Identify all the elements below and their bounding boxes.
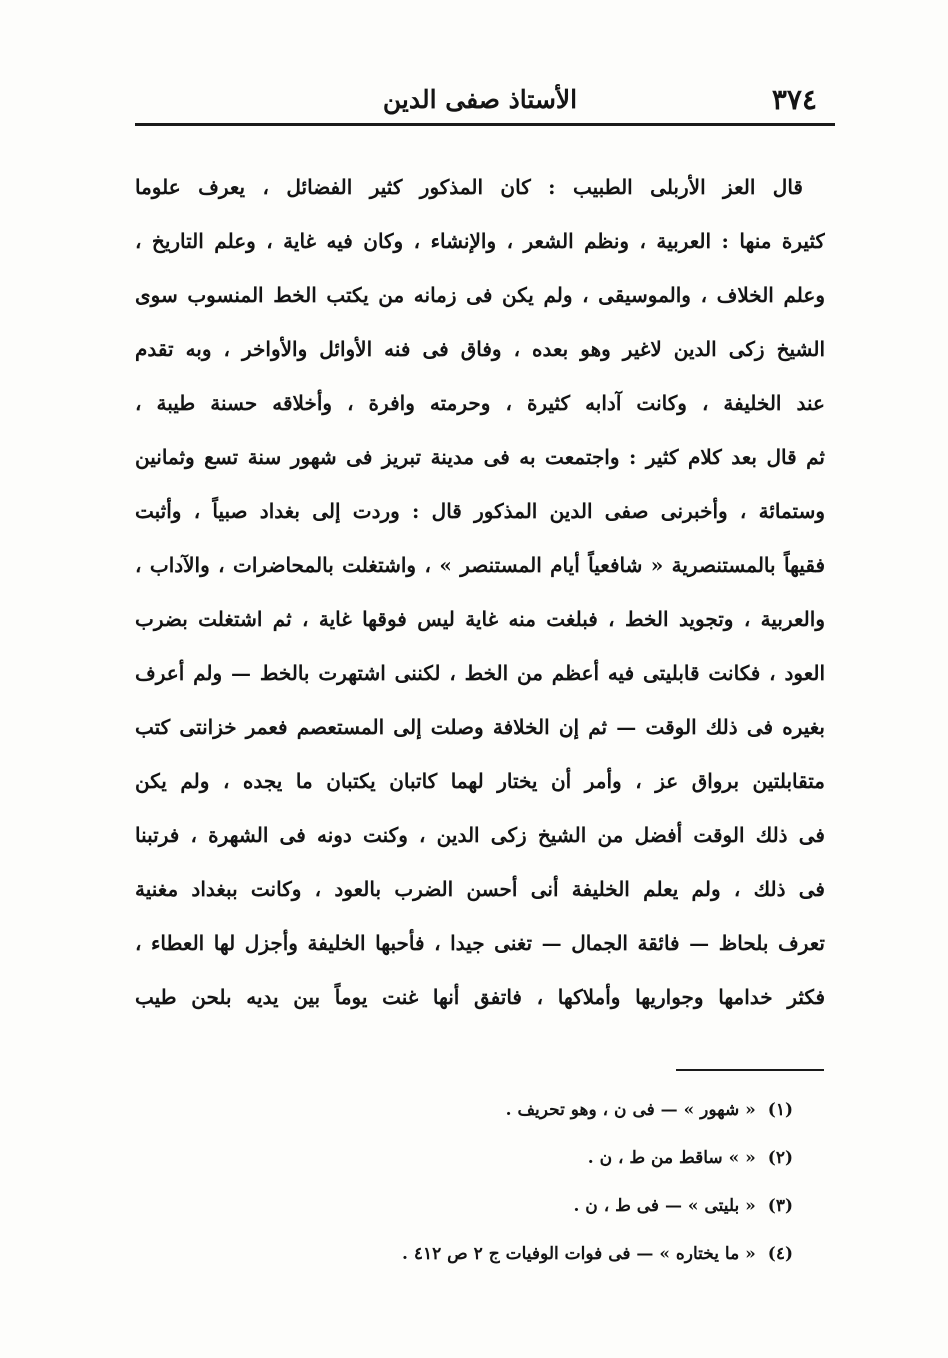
text-line: العود ، فكانت قابليتى فيه أعظم من الخط ، لكننى اشتهرت بالخط — ولم أعرف [135,661,825,685]
footnote [273,1190,793,1238]
page-header [135,80,825,120]
running-title: الأستاذ صفى الدين [382,85,578,114]
text-line: فى ذلك الوقت أفضل من الشيخ زكى الدين ، وكنت دونه فى الشهرة ، فرتبنا [135,823,825,847]
footnote [273,1094,793,1142]
footnote-text: « ما يختاره » — فى فوات الوفيات ج ٢ ص ٤١٢ . [402,1244,756,1264]
footnote-text: « بليتى » — فى ط ، ن . [573,1196,756,1216]
footnote-text: « شهور » — فى ن ، وهو تحريف . [505,1100,756,1120]
footnote [273,1142,793,1190]
text-line: متقابلتين برواق عز ، وأمر أن يختار لهما كاتبان يكتبان ما يجده ، ولم يكن [135,769,825,793]
footnote-number: (٣) [767,1196,793,1216]
footnotes [273,1094,793,1286]
text-line: الشيخ زكى الدين لاغير وهو بعده ، وفاق فى فنه الأوائل والأواخر ، وبه تقدم [135,337,825,361]
text-line: عند الخليفة ، وكانت آدابه كثيرة ، وحرمته وافرة ، وأخلاقه حسنة طيبة ، [135,391,825,415]
text-line: فى ذلك ، ولم يعلم الخليفة أنى أحسن الضرب بالعود ، وكانت ببغداد مغنية [135,877,825,901]
text-line: وستمائة ، وأخبرنى صفى الدين المذكور قال : وردت إلى بغداد صبياً ، وأثبت [135,499,825,523]
footnote-separator [676,1069,824,1071]
text-line: والعربية ، وتجويد الخط ، فبلغت منه غاية ليس فوقها غاية ، ثم اشتغلت بضرب [135,607,825,631]
main-text [135,165,825,1029]
footnote-number: (٢) [767,1148,793,1168]
header-rule [135,123,835,126]
text-line: وعلم الخلاف ، والموسيقى ، ولم يكن فى زمانه من يكتب الخط المنسوب سوى [135,283,825,307]
text-line: بغيره فى ذلك الوقت — ثم إن الخلافة وصلت إلى المستعصم فعمر خزانتى كتب [135,715,825,739]
footnote-number: (٤) [767,1244,793,1264]
text-line: كثيرة منها : العربية ، ونظم الشعر ، والإنشاء ، وكان فيه غاية ، وعلم التاريخ ، [135,229,825,253]
footnote-text: « » ساقط من ط ، ن . [587,1148,756,1168]
footnote-number: (١) [767,1100,793,1120]
text-line: ثم قال بعد كلام كثير : واجتمعت به فى مدينة تبريز فى شهور سنة تسع وثمانين [135,445,825,469]
text-line: تعرف بلحاظ — فائقة الجمال — تغنى جيدا ، فأحبها الخليفة وأجزل لها العطاء ، [135,931,825,955]
footnote [273,1238,793,1286]
text-line: قال العز الأربلى الطبيب : كان المذكور كثير الفضائل ، يعرف علوما [135,175,803,199]
page-number: ٣٧٤ [771,83,817,116]
text-line: فقيهاً بالمستنصرية « شافعياً أيام المستنصر » ، واشتغلت بالمحاضرات ، والآداب ، [135,553,825,577]
text-line: فكثر خدامها وجواريها وأملاكها ، فاتفق أنها غنت يوماً بين يديه بلحن طيب [135,985,825,1009]
